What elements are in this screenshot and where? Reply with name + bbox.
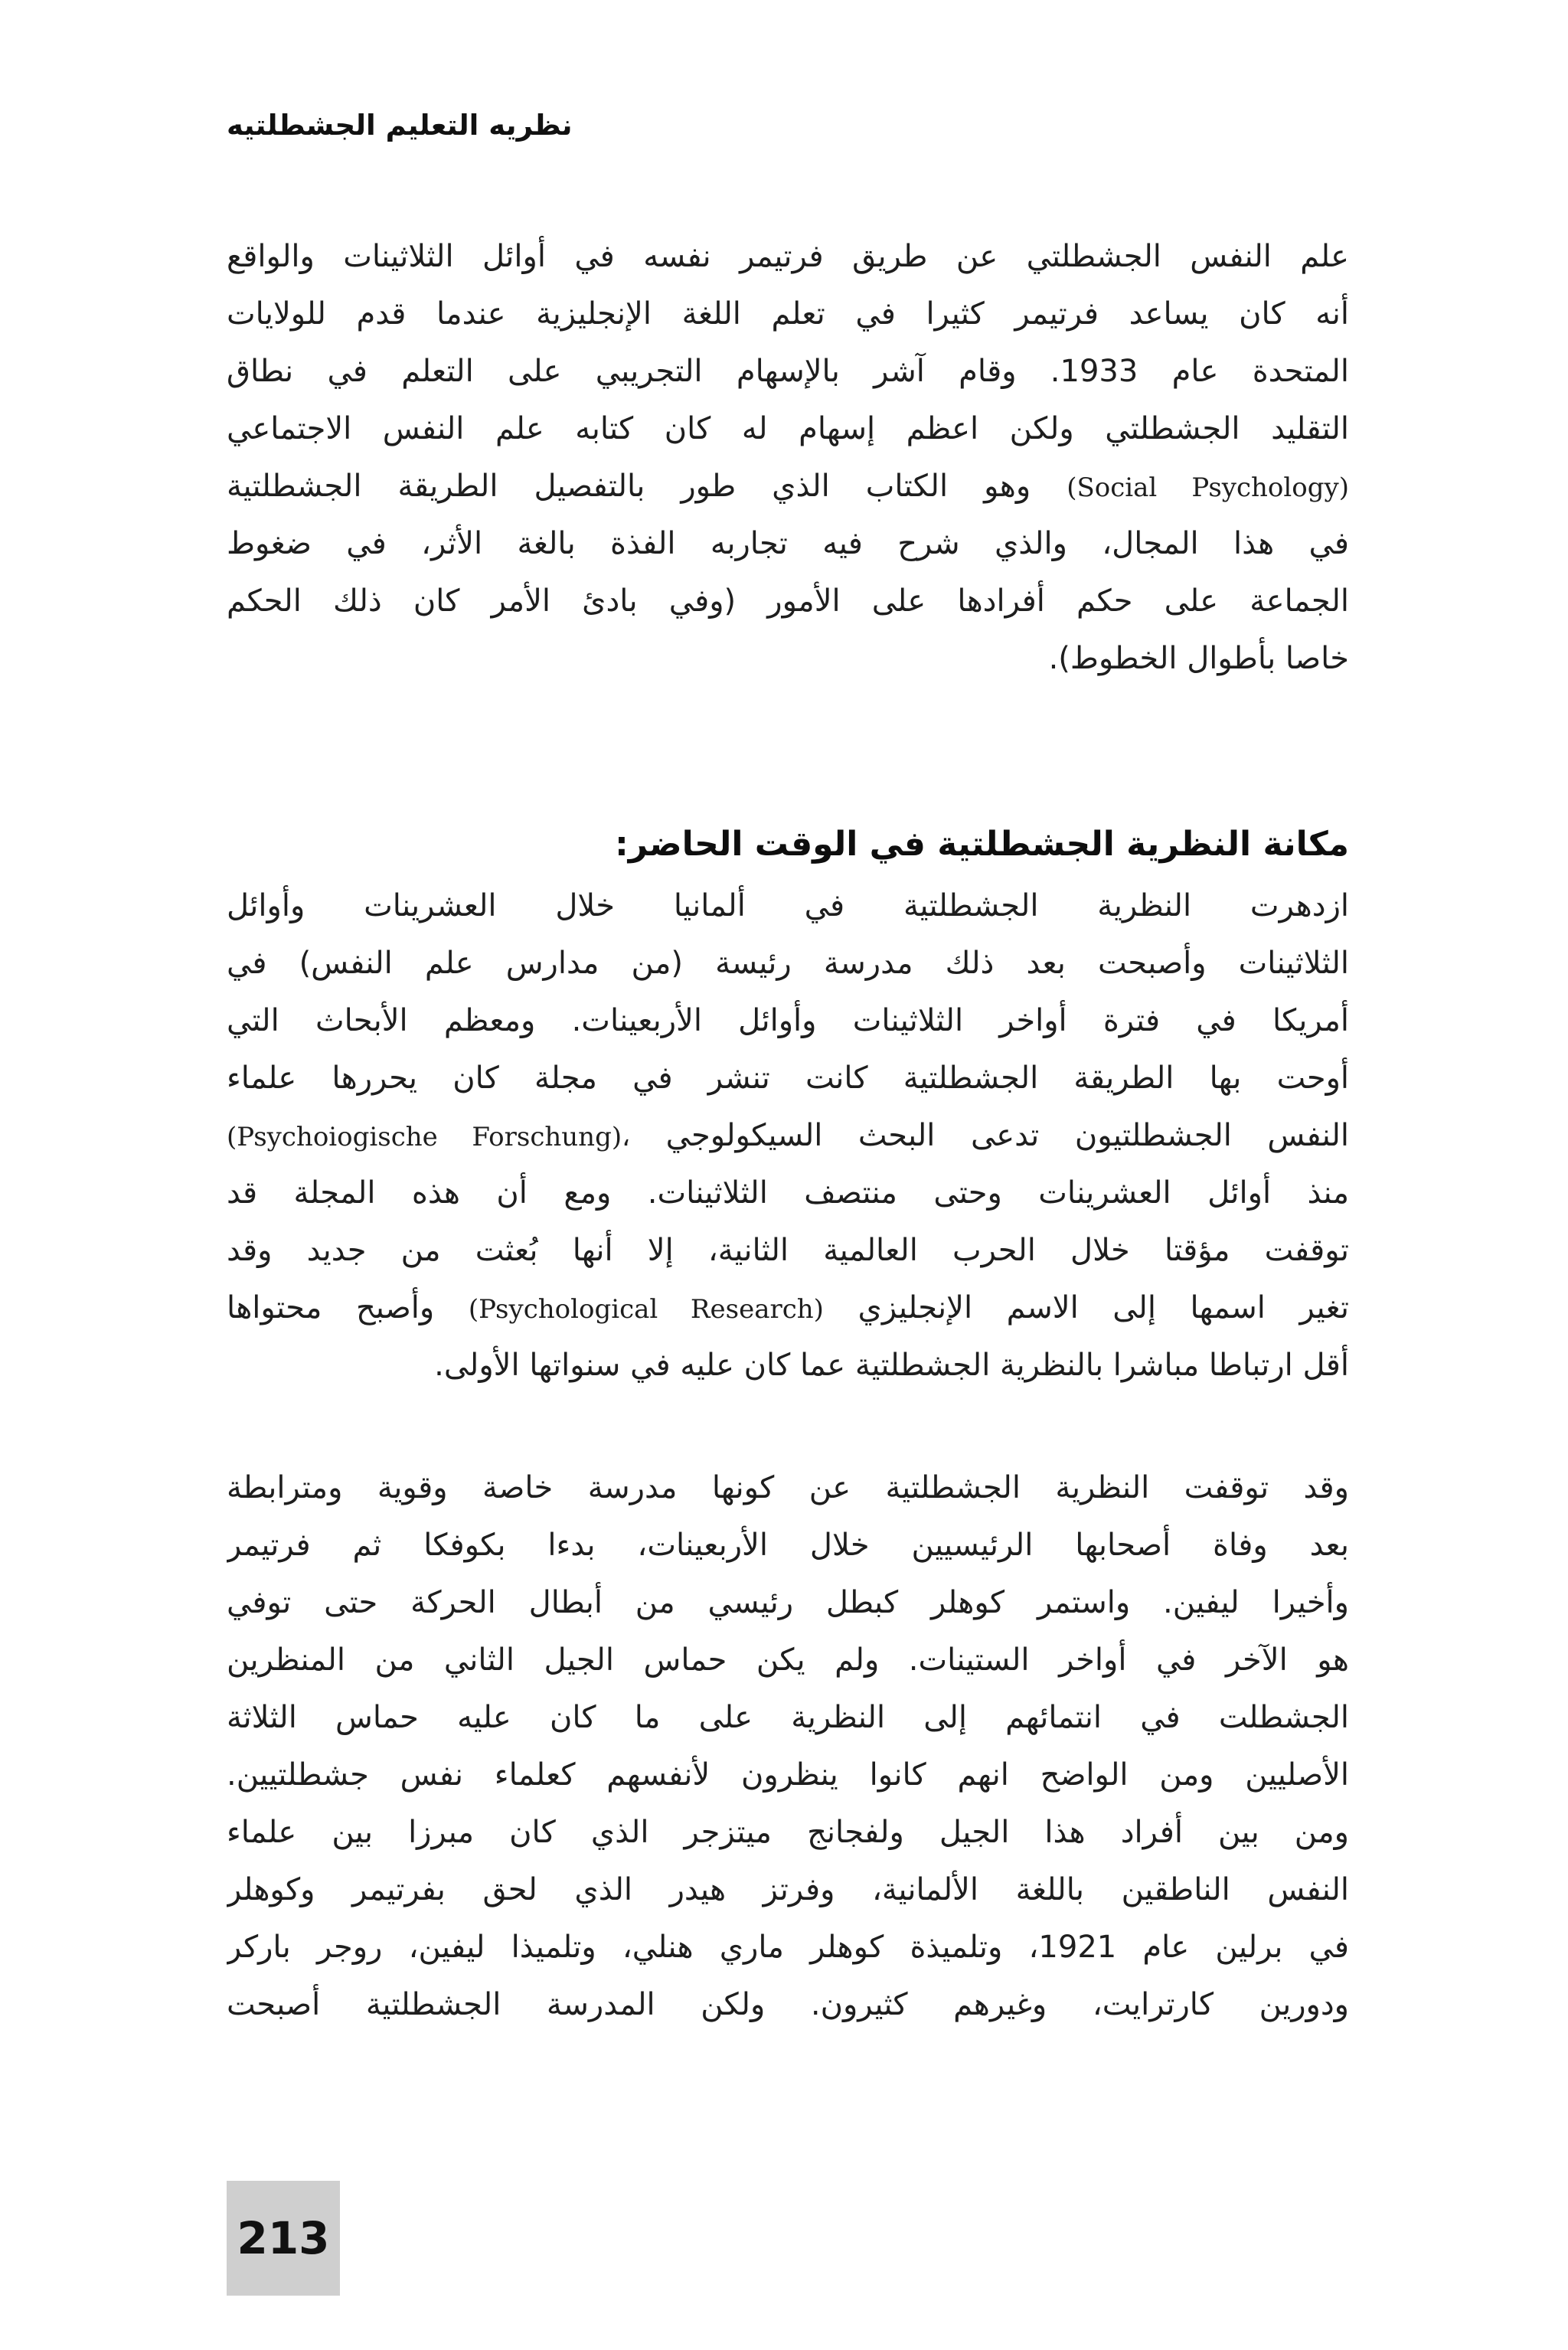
text-line: علم النفس الجشطلتي عن طريق فرتيمر نفسه في أوائل الثلاثينات والواقع (227, 239, 1349, 274)
latin-term-psychological-research: (Psychological Research) (468, 1294, 824, 1325)
text-line (227, 458, 1349, 515)
text-line: ازدهرت النظرية الجشطلتية في ألمانيا خلال العشرينات وأوائل (227, 888, 1349, 923)
paragraph-2 (227, 878, 1349, 1394)
text-line: أوحت بها الطريقة الجشطلتية كانت تنشر في مجلة كان يحررها علماء (227, 1061, 1349, 1096)
text-line: المتحدة عام 1933. وقام آشر بالإسهام التجريبي على التعلم في نطاق (227, 354, 1349, 389)
text-line: ودورين كارترايت، وغيرهم كثيرون. ولكن المدرسة الجشطلتية أصبحت (227, 1987, 1349, 2022)
text-line: الثلاثينات وأصبحت بعد ذلك مدرسة رئيسة (من مدارس علم النفس) في (227, 946, 1349, 981)
paragraph-1 (227, 228, 1349, 688)
text-line: الجشطلت في انتمائهم إلى النظرية على ما كان عليه حماس الثلاثة (227, 1700, 1349, 1735)
text-line (227, 1280, 1349, 1337)
text-line: منذ أوائل العشرينات وحتى منتصف الثلاثينات. ومع أن هذه المجلة قد (227, 1175, 1349, 1211)
text-line: في هذا المجال، والذي شرح فيه تجاربه الفذة بالغة الأثر، في ضغوط (227, 526, 1349, 561)
text-line: وقد توقفت النظرية الجشطلتية عن كونها مدرسة خاصة وقوية ومترابطة (227, 1470, 1349, 1505)
text-line: خاصا بأطوال الخطوط). (1048, 641, 1349, 676)
text-fragment: النفس الجشطلتيون تدعى البحث السيكولوجي (665, 1118, 1349, 1153)
text-fragment: وهو الكتاب الذي طور بالتفصيل الطريقة الجشطلتية (227, 469, 1031, 504)
latin-term-psychologische-forschung: (Psychoiogische Forschung)، (227, 1122, 631, 1152)
text-line: هو الآخر في أواخر الستينات. ولم يكن حماس الجيل الثاني من المنظرين (227, 1642, 1349, 1678)
text-line: التقليد الجشطلتي ولكن اعظم إسهام له كان كتابه علم النفس الاجتماعي (227, 411, 1349, 446)
text-line: في برلين عام 1921، وتلميذة كوهلر ماري هنلي، وتلميذا ليفين، روجر باركر (227, 1930, 1349, 1965)
text-line: ومن بين أفراد هذا الجيل ولفجانج ميتزجر الذي كان مبرزا بين علماء (227, 1815, 1349, 1850)
text-line: الجماعة على حكم أفرادها على الأمور (وفي بادئ الأمر كان ذلك الحكم (227, 583, 1349, 619)
text-line: الأصليين ومن الواضح انهم كانوا ينظرون لأنفسهم كعلماء نفس جشطلتيين. (227, 1757, 1349, 1793)
text-line: أقل ارتباطا مباشرا بالنظرية الجشطلتية عما كان عليه في سنواتها الأولى. (434, 1348, 1349, 1383)
page-number-box (227, 2181, 340, 2296)
text-line: النفس الناطقين باللغة الألمانية، وفرتز هيدر الذي لحق بفرتيمر وكوهلر (227, 1872, 1349, 1907)
text-line: وأخيرا ليفين. واستمر كوهلر كبطل رئيسي من أبطال الحركة حتى توفي (227, 1585, 1349, 1620)
text-line: أمريكا في فترة أواخر الثلاثينات وأوائل الأربعينات. ومعظم الأبحاث التي (227, 1003, 1349, 1038)
latin-term-social-psychology: (Social Psychology) (1067, 472, 1349, 503)
text-line: أنه كان يساعد فرتيمر كثيرا في تعلم اللغة الإنجليزية عندما قدم للولايات (227, 296, 1349, 332)
text-line: بعد وفاة أصحابها الرئيسيين خلال الأربعينات، بدءا بكوفكا ثم فرتيمر (227, 1528, 1349, 1563)
section-heading: مكانة النظرية الجشطلتية في الوقت الحاضر: (615, 825, 1349, 864)
text-line: توقفت مؤقتا خلال الحرب العالمية الثانية، إلا أنها بُعثت من جديد وقد (227, 1233, 1349, 1268)
paragraph-3 (227, 1459, 1349, 2034)
page-number: 213 (237, 2212, 330, 2264)
running-header-title: نظريه التعليم الجشطلتيه (227, 109, 573, 142)
text-fragment: وأصبح محتواها (227, 1290, 435, 1325)
text-line (227, 1107, 1349, 1165)
text-fragment: تغير اسمها إلى الاسم الإنجليزي (858, 1290, 1349, 1325)
